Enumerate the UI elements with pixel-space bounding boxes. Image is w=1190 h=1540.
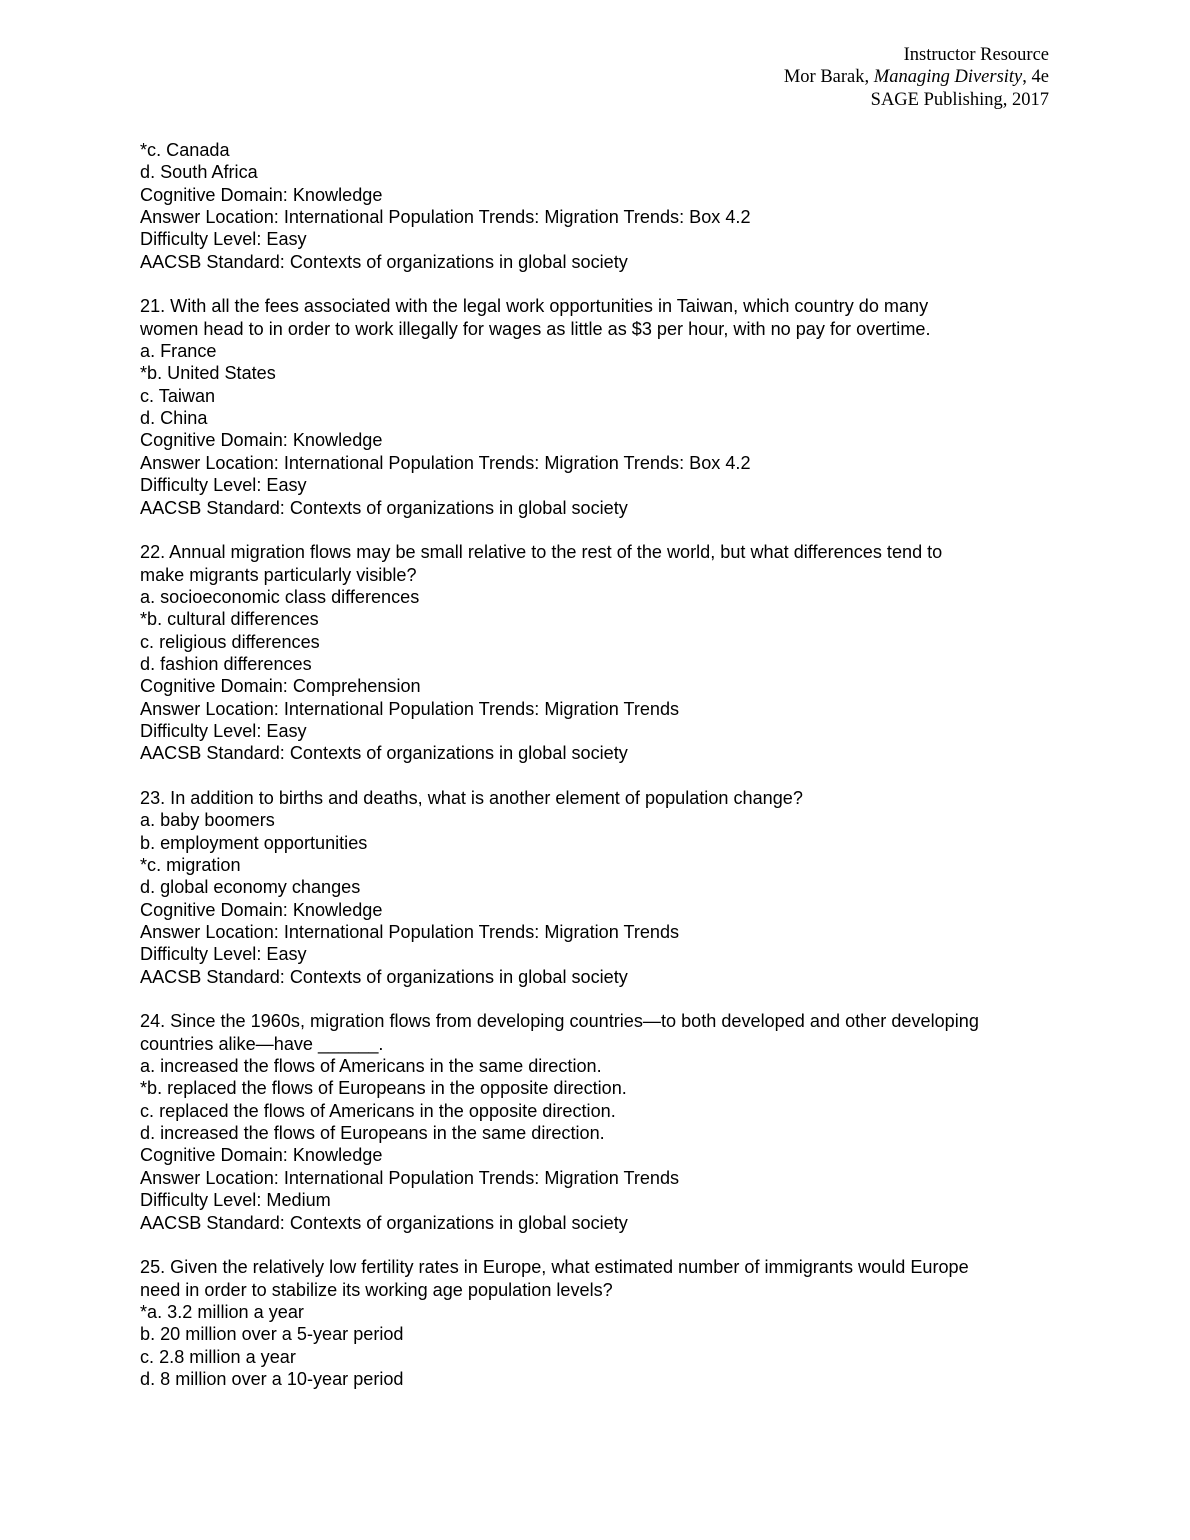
header-publisher: SAGE Publishing, 2017 bbox=[870, 89, 1049, 110]
question-23 bbox=[140, 787, 1055, 988]
header-author: Mor Barak, bbox=[783, 67, 874, 88]
answer-location: Answer Location: International Population Trends: Migration Trends bbox=[140, 698, 680, 719]
answer-option: *b. replaced the flows of Europeans in the opposite direction. bbox=[140, 1078, 627, 1099]
cognitive-domain: Cognitive Domain: Knowledge bbox=[140, 430, 383, 451]
question-stem: 21. With all the fees associated with the legal work opportunities in Taiwan, which country do many bbox=[140, 296, 929, 317]
question-stem: countries alike—have ______. bbox=[140, 1033, 384, 1054]
question-stem: 22. Annual migration flows may be small relative to the rest of the world, but what differences tend to bbox=[140, 542, 943, 563]
answer-location: Answer Location: International Population Trends: Migration Trends: Box 4.2 bbox=[140, 452, 751, 473]
question-stem: 23. In addition to births and deaths, what is another element of population change? bbox=[140, 787, 803, 808]
answer-option: d. fashion differences bbox=[140, 653, 312, 674]
answer-option: *b. cultural differences bbox=[140, 609, 319, 630]
cognitive-domain: Cognitive Domain: Knowledge bbox=[140, 899, 383, 920]
question-stem: 24. Since the 1960s, migration flows from developing countries—to both developed and other developing bbox=[140, 1011, 979, 1032]
question-22 bbox=[140, 541, 1055, 764]
answer-option: a. socioeconomic class differences bbox=[140, 586, 420, 607]
question-24 bbox=[140, 1010, 1055, 1233]
difficulty-level: Difficulty Level: Medium bbox=[140, 1190, 331, 1211]
answer-option: d. increased the flows of Europeans in the same direction. bbox=[140, 1123, 605, 1144]
header-book-title: Managing Diversity bbox=[873, 67, 1023, 88]
difficulty-level: Difficulty Level: Easy bbox=[140, 944, 307, 965]
cognitive-domain: Cognitive Domain: Knowledge bbox=[140, 184, 383, 205]
answer-option: d. South Africa bbox=[140, 162, 258, 183]
answer-option: c. replaced the flows of Americans in the opposite direction. bbox=[140, 1100, 616, 1121]
answer-option: c. Taiwan bbox=[140, 385, 216, 406]
page-header bbox=[784, 44, 1049, 111]
answer-option: a. France bbox=[140, 341, 217, 362]
question-25 bbox=[140, 1256, 1055, 1390]
answer-option: c. religious differences bbox=[140, 631, 320, 652]
cognitive-domain: Cognitive Domain: Comprehension bbox=[140, 676, 421, 697]
difficulty-level: Difficulty Level: Easy bbox=[140, 229, 307, 250]
answer-location: Answer Location: International Population Trends: Migration Trends bbox=[140, 922, 680, 943]
answer-option: *a. 3.2 million a year bbox=[140, 1301, 304, 1322]
answer-option: d. China bbox=[140, 408, 208, 429]
answer-location: Answer Location: International Population Trends: Migration Trends bbox=[140, 1167, 680, 1188]
answer-location: Answer Location: International Population Trends: Migration Trends: Box 4.2 bbox=[140, 207, 751, 228]
question-continuation bbox=[140, 139, 1055, 273]
answer-option: *c. Canada bbox=[140, 140, 230, 160]
question-stem: 25. Given the relatively low fertility rates in Europe, what estimated number of immigrants would Europe bbox=[140, 1257, 969, 1278]
aacsb-standard: AACSB Standard: Contexts of organizations in global society bbox=[140, 497, 628, 518]
answer-option: *b. United States bbox=[140, 363, 276, 384]
question-list bbox=[140, 139, 1055, 1390]
aacsb-standard: AACSB Standard: Contexts of organizations in global society bbox=[140, 1212, 628, 1233]
answer-option: d. global economy changes bbox=[140, 877, 361, 898]
answer-option: d. 8 million over a 10-year period bbox=[140, 1368, 404, 1389]
question-21 bbox=[140, 295, 1055, 518]
answer-option: *c. migration bbox=[140, 855, 241, 875]
difficulty-level: Difficulty Level: Easy bbox=[140, 720, 307, 741]
question-stem: make migrants particularly visible? bbox=[140, 564, 417, 585]
answer-option: c. 2.8 million a year bbox=[140, 1346, 296, 1367]
answer-option: a. baby boomers bbox=[140, 810, 275, 831]
answer-option: b. employment opportunities bbox=[140, 832, 368, 853]
aacsb-standard: AACSB Standard: Contexts of organizations in global society bbox=[140, 743, 628, 764]
question-stem: need in order to stabilize its working age population levels? bbox=[140, 1279, 613, 1300]
aacsb-standard: AACSB Standard: Contexts of organizations in global society bbox=[140, 251, 628, 272]
difficulty-level: Difficulty Level: Easy bbox=[140, 475, 307, 496]
answer-option: a. increased the flows of Americans in the same direction. bbox=[140, 1056, 602, 1077]
header-resource-label: Instructor Resource bbox=[903, 45, 1049, 65]
question-stem: women head to in order to work illegally for wages as little as $3 per hour, with no pay for overtime. bbox=[140, 318, 931, 339]
cognitive-domain: Cognitive Domain: Knowledge bbox=[140, 1145, 383, 1166]
header-edition: , 4e bbox=[1022, 67, 1049, 88]
answer-option: b. 20 million over a 5-year period bbox=[140, 1324, 404, 1345]
aacsb-standard: AACSB Standard: Contexts of organizations in global society bbox=[140, 966, 628, 987]
header-book-citation bbox=[784, 66, 1049, 88]
